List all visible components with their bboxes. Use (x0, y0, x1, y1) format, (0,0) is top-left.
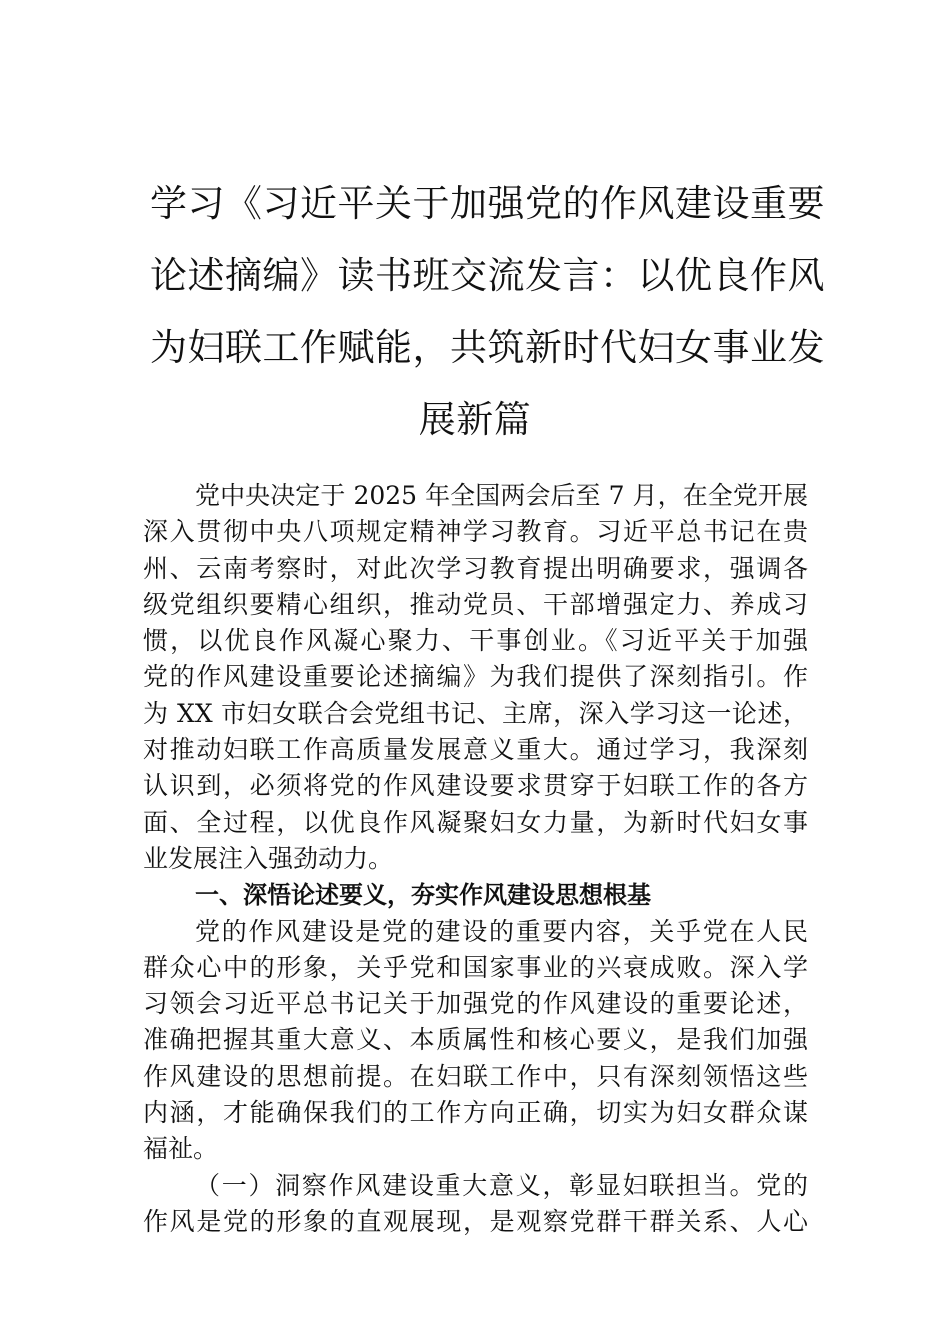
title-line: 学习《习近平关于加强党的作风建设重要 (150, 182, 825, 225)
text-line: 州、云南考察时，对此次学习教育提出明确要求，强调各 (143, 553, 808, 583)
text-line: 认识到，必须将党的作风建设要求贯穿于妇联工作的各方 (143, 771, 808, 801)
text-line: 福祉。 (143, 1134, 219, 1164)
text-line: 党的作风建设是党的建设的重要内容，关乎党在人民 (195, 916, 808, 946)
section-heading: 一、深悟论述要义，夯实作风建设思想根基 (195, 881, 651, 910)
text-line: （一）洞察作风建设重大意义，彰显妇联担当。党的 (195, 1170, 808, 1200)
paragraph-intro (143, 478, 808, 877)
text-line: 习领会习近平总书记关于加强党的作风建设的重要论述， (143, 989, 808, 1019)
document-title (150, 168, 825, 456)
text-line: 为 XX 市妇女联合会党组书记、主席，深入学习这一论述， (143, 698, 808, 728)
paragraph-section-1 (143, 914, 808, 1168)
text-line: 党中央决定于 2025 年全国两会后至 7 月，在全党开展 (195, 481, 808, 510)
text-line: 业发展注入强劲动力。 (143, 843, 394, 873)
text-line: 群众心中的形象，关乎党和国家事业的兴衰成败。深入学 (143, 952, 808, 982)
text-line: 对推动妇联工作高质量发展意义重大。通过学习，我深刻 (143, 735, 808, 765)
text-line: 面、全过程，以优良作风凝聚妇女力量，为新时代妇女事 (143, 807, 808, 837)
text-line: 内涵，才能确保我们的工作方向正确，切实为妇女群众谋 (143, 1098, 808, 1128)
title-line: 展新篇 (418, 398, 532, 441)
document-body (143, 478, 808, 1240)
text-line: 惯，以优良作风凝心聚力、干事创业。《习近平关于加强 (143, 626, 808, 656)
text-line: 作风是党的形象的直观展现，是观察党群干群关系、人心 (143, 1206, 808, 1236)
text-line: 深入贯彻中央八项规定精神学习教育。习近平总书记在贵 (143, 517, 808, 547)
text-line: 党的作风建设重要论述摘编》为我们提供了深刻指引。作 (143, 662, 808, 692)
text-line: 准确把握其重大意义、本质属性和核心要义，是我们加强 (143, 1025, 808, 1055)
text-line: 作风建设的思想前提。在妇联工作中，只有深刻领悟这些 (143, 1061, 808, 1091)
title-line: 为妇联工作赋能，共筑新时代妇女事业发 (150, 326, 825, 369)
paragraph-subsection-1 (143, 1168, 808, 1241)
title-line: 论述摘编》读书班交流发言：以优良作风 (150, 254, 825, 297)
text-line: 级党组织要精心组织，推动党员、干部增强定力、养成习 (143, 589, 808, 619)
